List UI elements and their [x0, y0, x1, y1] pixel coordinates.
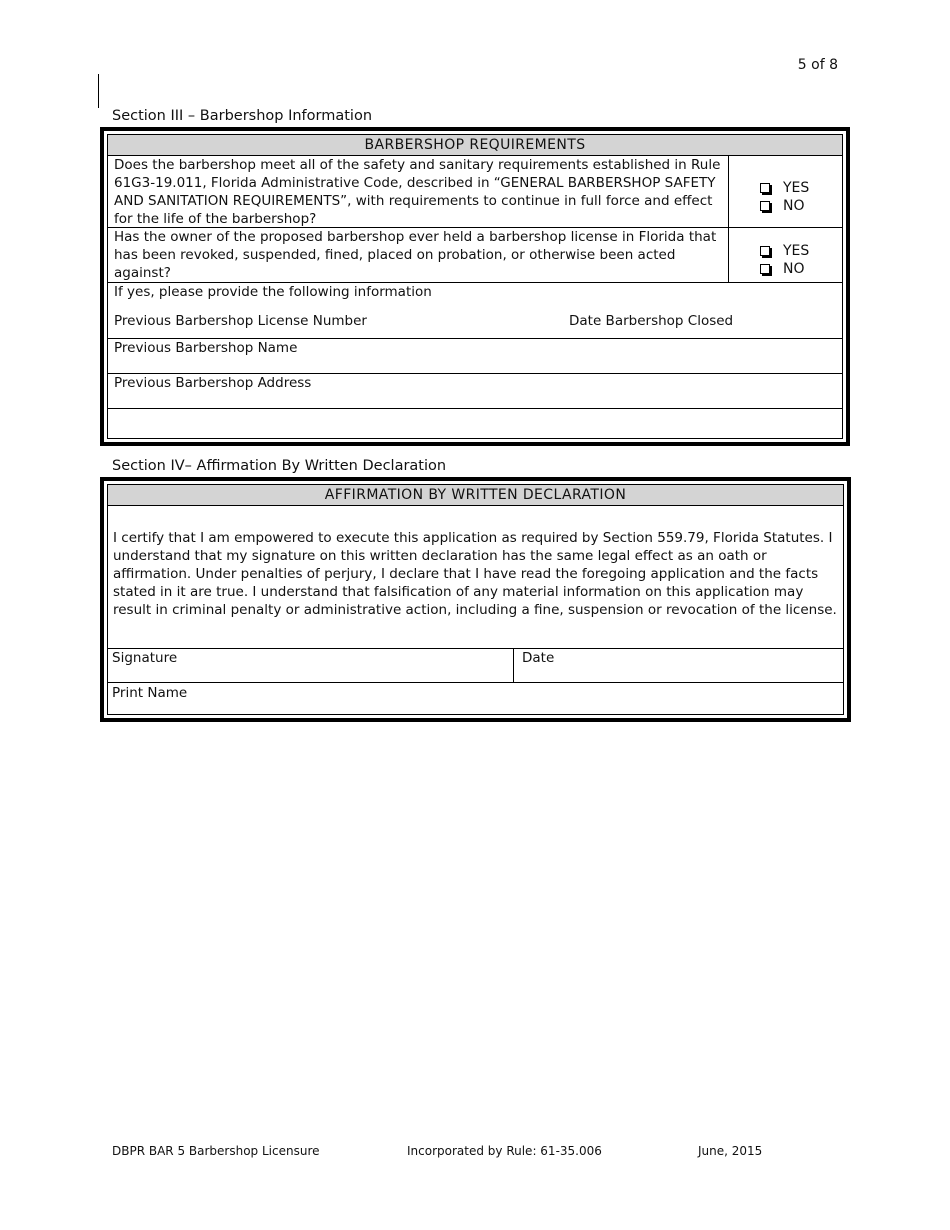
affirmation-box	[100, 477, 851, 722]
checkbox-icon[interactable]	[760, 246, 770, 256]
previous-license-number-field[interactable]: Previous Barbershop License Number	[114, 313, 367, 329]
section-3-title: Section III – Barbershop Information	[112, 108, 373, 124]
question-2-yes[interactable]: YES	[758, 242, 809, 260]
row-divider	[108, 408, 842, 409]
margin-change-bar	[98, 74, 99, 108]
affirmation-statement: I certify that I am empowered to execute this application as required by Section 559.79, Florida Statutes. I understand that my signature on this written declaration has the same legal effect as an oath or affirmation. Under penalties of perjury, I declare that I have read the foregoing application and the facts stated in it are true. I understand that falsification of any material information on this application may result in criminal penalty or administrative action, including a fine, suspension or revocation of the license.	[113, 530, 837, 618]
footer-form-id: DBPR BAR 5 Barbershop Licensure	[112, 1144, 320, 1158]
previous-barbershop-name-field[interactable]: Previous Barbershop Name	[114, 340, 298, 356]
question-1-text: Does the barbershop meet all of the safety and sanitary requirements established in Rule 61G3-19.011, Florida Administrative Code, described in “GENERAL BARBERSHOP SAFETY AND SANITATION REQUIREMENTS”, with requirements to continue in full force and effect for the life of the barbershop?	[114, 157, 721, 227]
question-2-text: Has the owner of the proposed barbershop ever held a barbershop license in Florida that has been revoked, suspended, fined, placed on probation, or otherwise been acted against?	[114, 229, 717, 281]
question-2-options	[758, 242, 809, 278]
section-4-title: Section IV– Affirmation By Written Declaration	[112, 458, 447, 474]
print-name-field[interactable]: Print Name	[112, 685, 188, 701]
footer-rule: Incorporated by Rule: 61-35.006	[407, 1144, 602, 1158]
checkbox-icon[interactable]	[760, 201, 770, 211]
barbershop-requirements-table	[107, 134, 843, 439]
question-1-no[interactable]: NO	[758, 197, 809, 215]
previous-barbershop-address-field[interactable]: Previous Barbershop Address	[114, 375, 312, 391]
affirmation-header: AFFIRMATION BY WRITTEN DECLARATION	[108, 485, 843, 506]
row-divider	[108, 682, 843, 683]
column-divider	[728, 156, 729, 283]
checkbox-icon[interactable]	[760, 183, 770, 193]
row-divider	[108, 648, 843, 649]
barbershop-requirements-header: BARBERSHOP REQUIREMENTS	[108, 135, 842, 156]
question-1-yes[interactable]: YES	[758, 179, 809, 197]
question-1-options	[758, 179, 809, 215]
checkbox-icon[interactable]	[760, 264, 770, 274]
barbershop-requirements-box	[100, 127, 850, 446]
date-field[interactable]: Date	[522, 650, 555, 666]
page-number: 5 of 8	[797, 57, 838, 73]
signature-field[interactable]: Signature	[112, 650, 178, 666]
footer-date: June, 2015	[698, 1144, 763, 1158]
date-barbershop-closed-field[interactable]: Date Barbershop Closed	[569, 313, 734, 329]
question-2-no[interactable]: NO	[758, 260, 809, 278]
column-divider	[513, 648, 514, 683]
affirmation-table	[107, 484, 844, 715]
if-yes-instruction: If yes, please provide the following information	[114, 284, 432, 300]
